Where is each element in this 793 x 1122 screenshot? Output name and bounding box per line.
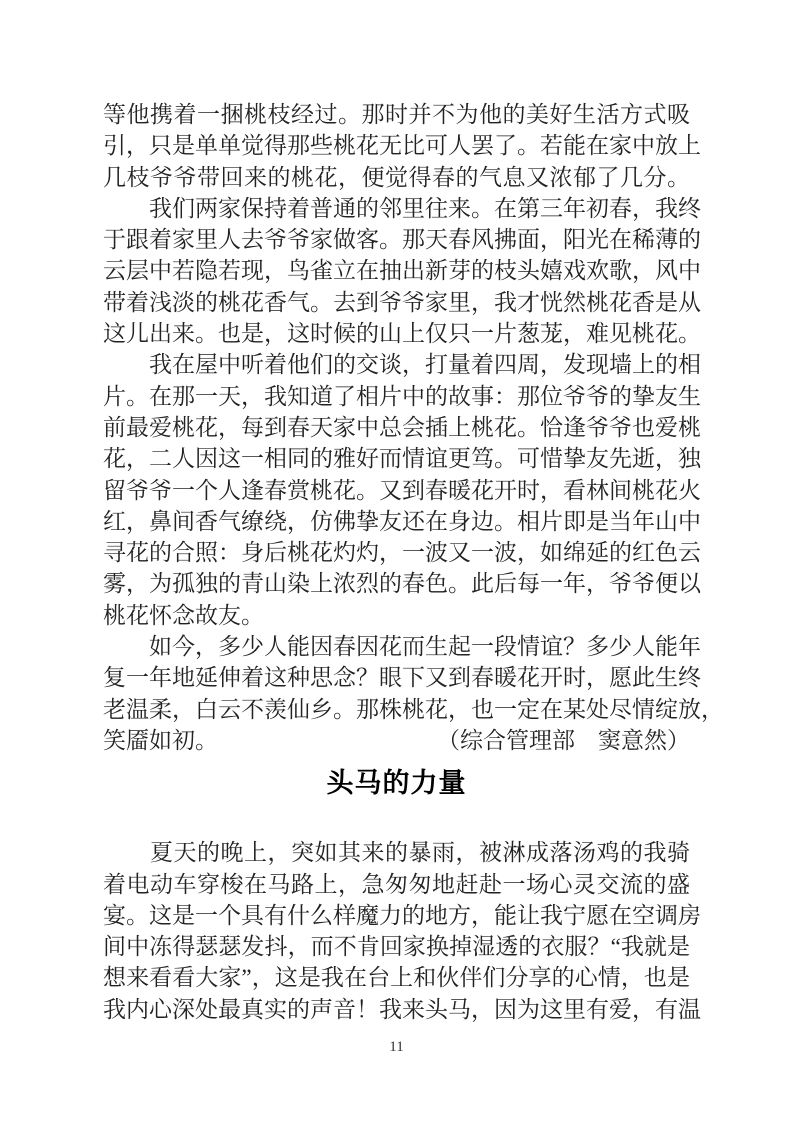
- text-line: 花，二人因这一相同的雅好而情谊更笃。可惜挚友先逝，独: [103, 446, 701, 472]
- paragraph-end-text: 笑靥如初。: [103, 727, 218, 753]
- text-line: 云层中若隐若现，鸟雀立在抽出新芽的枝头嬉戏欢歌，风中: [103, 258, 701, 284]
- article-title: 头马的力量: [326, 768, 467, 800]
- text-line: 引，只是单单觉得那些桃花无比可人罢了。若能在家中放上: [103, 133, 701, 159]
- text-line: 前最爱桃花，每到春天家中总会插上桃花。恰逢爷爷也爱桃: [103, 414, 701, 440]
- text-line: 红，鼻间香气缭绕，仿佛挚友还在身边。相片即是当年山中: [103, 508, 701, 534]
- text-line: 着电动车穿梭在马路上，急匆匆地赶赴一场心灵交流的盛: [103, 871, 690, 897]
- text-line: 我内心深处最真实的声音！我来头马，因为这里有爱，有温: [103, 996, 701, 1022]
- text-line: 等他携着一捆桃枝经过。那时并不为他的美好生活方式吸: [103, 102, 690, 127]
- text-line: 雾，为孤独的青山染上浓烈的春色。此后每一年，爷爷便以: [103, 571, 701, 597]
- text-content: [103, 99, 724, 1025]
- text-line: 几枝爷爷带回来的桃花，便觉得春的气息又浓郁了几分。: [103, 164, 690, 190]
- text-line: 寻花的合照：身后桃花灼灼，一波又一波，如绵延的红色云: [103, 540, 701, 566]
- text-line: 如今，多少人能因春因花而生起一段情谊？多少人能年: [103, 634, 701, 660]
- text-line: 留爷爷一个人逢春赏桃花。又到春暖花开时，看林间桃花火: [103, 477, 701, 503]
- text-line: 复一年地延伸着这种思念？眼下又到春暖花开时，愿此生终: [103, 665, 701, 691]
- text-flow: [103, 99, 724, 1025]
- text-line: 于跟着家里人去爷爷家做客。那天春风拂面，阳光在稀薄的: [103, 227, 701, 253]
- text-line: 我在屋中听着他们的交谈，打量着四周，发现墙上的相: [103, 352, 701, 378]
- text-line: 宴。这是一个具有什么样魔力的地方，能让我宁愿在空调房: [103, 902, 701, 928]
- text-line: 我们两家保持着普通的邻里往来。在第三年初春，我终: [103, 195, 701, 221]
- text-line: 老温柔，白云不羡仙乡。那株桃花，也一定在某处尽情绽放，: [103, 696, 724, 722]
- text-line: 间中冻得瑟瑟发抖，而不肯回家换掉湿透的衣服？“我就是: [103, 934, 690, 960]
- text-line: [103, 725, 690, 756]
- text-line: 片。在那一天，我知道了相片中的故事：那位爷爷的挚友生: [103, 383, 701, 409]
- text-line: 带着浅淡的桃花香气。去到爷爷家里，我才恍然桃花香是从: [103, 289, 701, 315]
- text-line: 夏天的晚上，突如其来的暴雨，被淋成落汤鸡的我骑: [103, 840, 690, 866]
- author-attribution: （综合管理部 窦意然）: [437, 727, 690, 753]
- text-line: 这儿出来。也是，这时候的山上仅只一片葱茏，难见桃花。: [103, 321, 701, 347]
- text-line: 想来看看大家”，这是我在台上和伙伴们分享的心情，也是: [103, 965, 690, 991]
- page-number: 11: [389, 1039, 404, 1055]
- text-line: 桃花怀念故友。: [103, 602, 264, 628]
